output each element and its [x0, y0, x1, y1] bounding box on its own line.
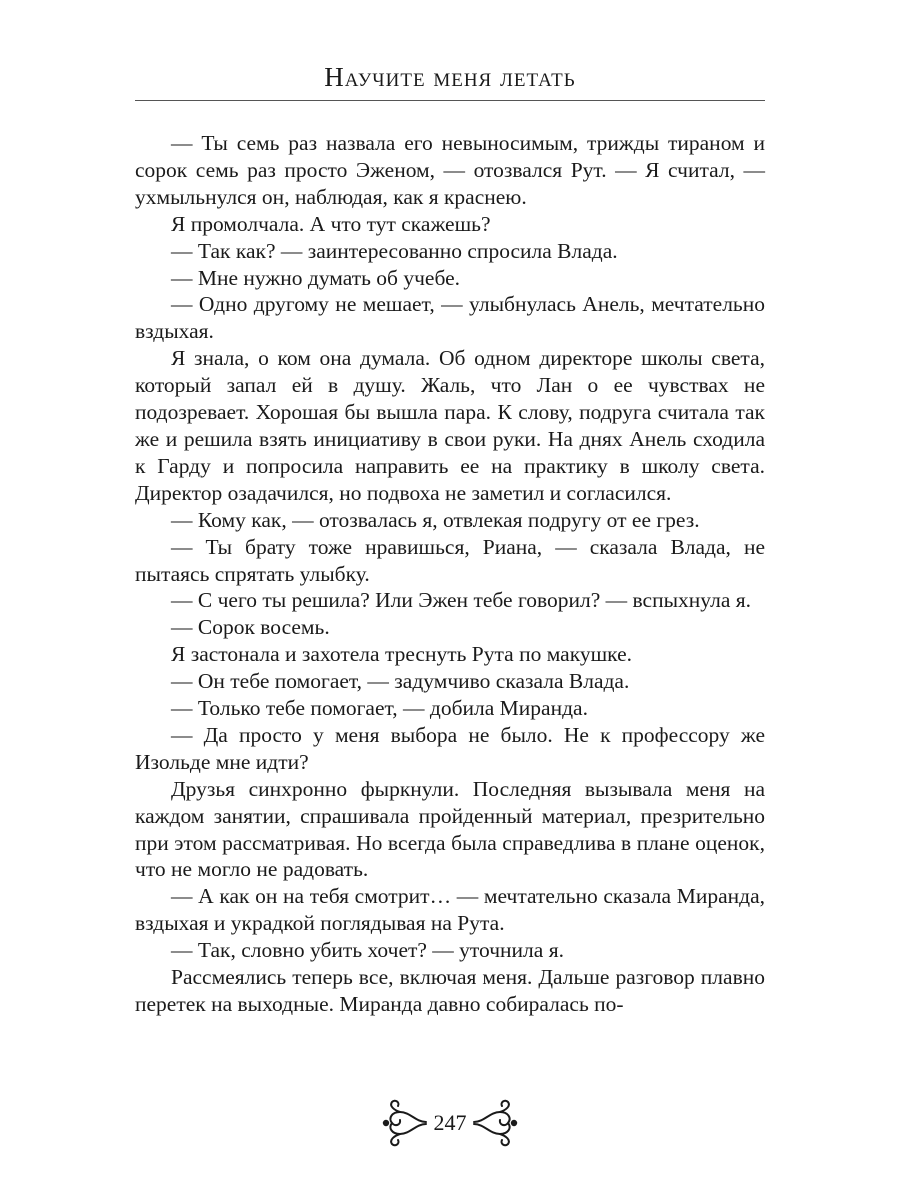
paragraph: — С чего ты решила? Или Эжен тебе говорил? — вспыхнула я. — [171, 588, 752, 613]
paragraph: — Он тебе помогает, — задумчиво сказала Влада. — [171, 669, 630, 694]
paragraph: — Ты семь раз назвала его невыносимым, трижды тираном и сорок семь раз просто Эженом, — отозвался Рут. — Я считал, — ухмыльнулся он, наблюдая, как я краснею. — [135, 131, 765, 209]
paragraph: Я промолчала. А что тут скажешь? — [171, 211, 491, 236]
flourish-icon — [470, 1098, 520, 1148]
body-text — [135, 130, 765, 1018]
paragraph: — Так, словно убить хочет? — уточнила я. — [171, 938, 564, 963]
paragraph: — Да просто у меня выбора не было. Не к профессору же Изольде мне идти? — [135, 722, 765, 774]
paragraph: Я застонала и захотела треснуть Рута по макушке. — [171, 642, 632, 667]
paragraph: — Одно другому не мешает, — улыбнулась Анель, мечтательно вздыхая. — [135, 292, 765, 344]
page-folio — [380, 1098, 520, 1148]
paragraph: Рассмеялись теперь все, включая меня. Дальше разговор плавно перетек на выходные. Миранда давно собиралась по- — [135, 965, 765, 1016]
header-rule — [135, 100, 765, 101]
paragraph: — Кому как, — отозвалась я, отвлекая подругу от ее грез. — [171, 507, 700, 532]
paragraph: Я знала, о ком она думала. Об одном директоре школы света, который запал ей в душу. Жаль, что Лан о ее чувствах не подозревает. Хорошая бы вышла пара. К слову, подруга считала так же и решила взять инициативу в свои руки. На днях Анель сходила к Гарду и попросила направить ее на практику в школу света. Директор озадачился, но подвоха не заметил и согласился. — [135, 346, 765, 505]
paragraph: — Так как? — заинтересованно спросила Влада. — [171, 238, 618, 263]
paragraph: — А как он на тебя смотрит… — мечтательно сказала Миранда, вздыхая и украдкой поглядывая на Рута. — [135, 884, 765, 936]
paragraph: — Сорок восемь. — [171, 615, 330, 640]
page-number: 247 — [433, 1110, 467, 1135]
paragraph: Друзья синхронно фыркнули. Последняя вызывала меня на каждом занятии, спрашивала пройденный материал, презрительно при этом рассматривая. Но всегда была справедлива в плане оценок, что не могло не радовать. — [135, 776, 765, 882]
paragraph: — Только тебе помогает, — добила Миранда. — [171, 696, 588, 721]
paragraph: — Ты брату тоже нравишься, Риана, — сказала Влада, не пытаясь спрятать улыбку. — [135, 534, 765, 586]
running-head-title: Научите меня летать — [324, 62, 576, 92]
paragraph: — Мне нужно думать об учебе. — [171, 265, 461, 290]
